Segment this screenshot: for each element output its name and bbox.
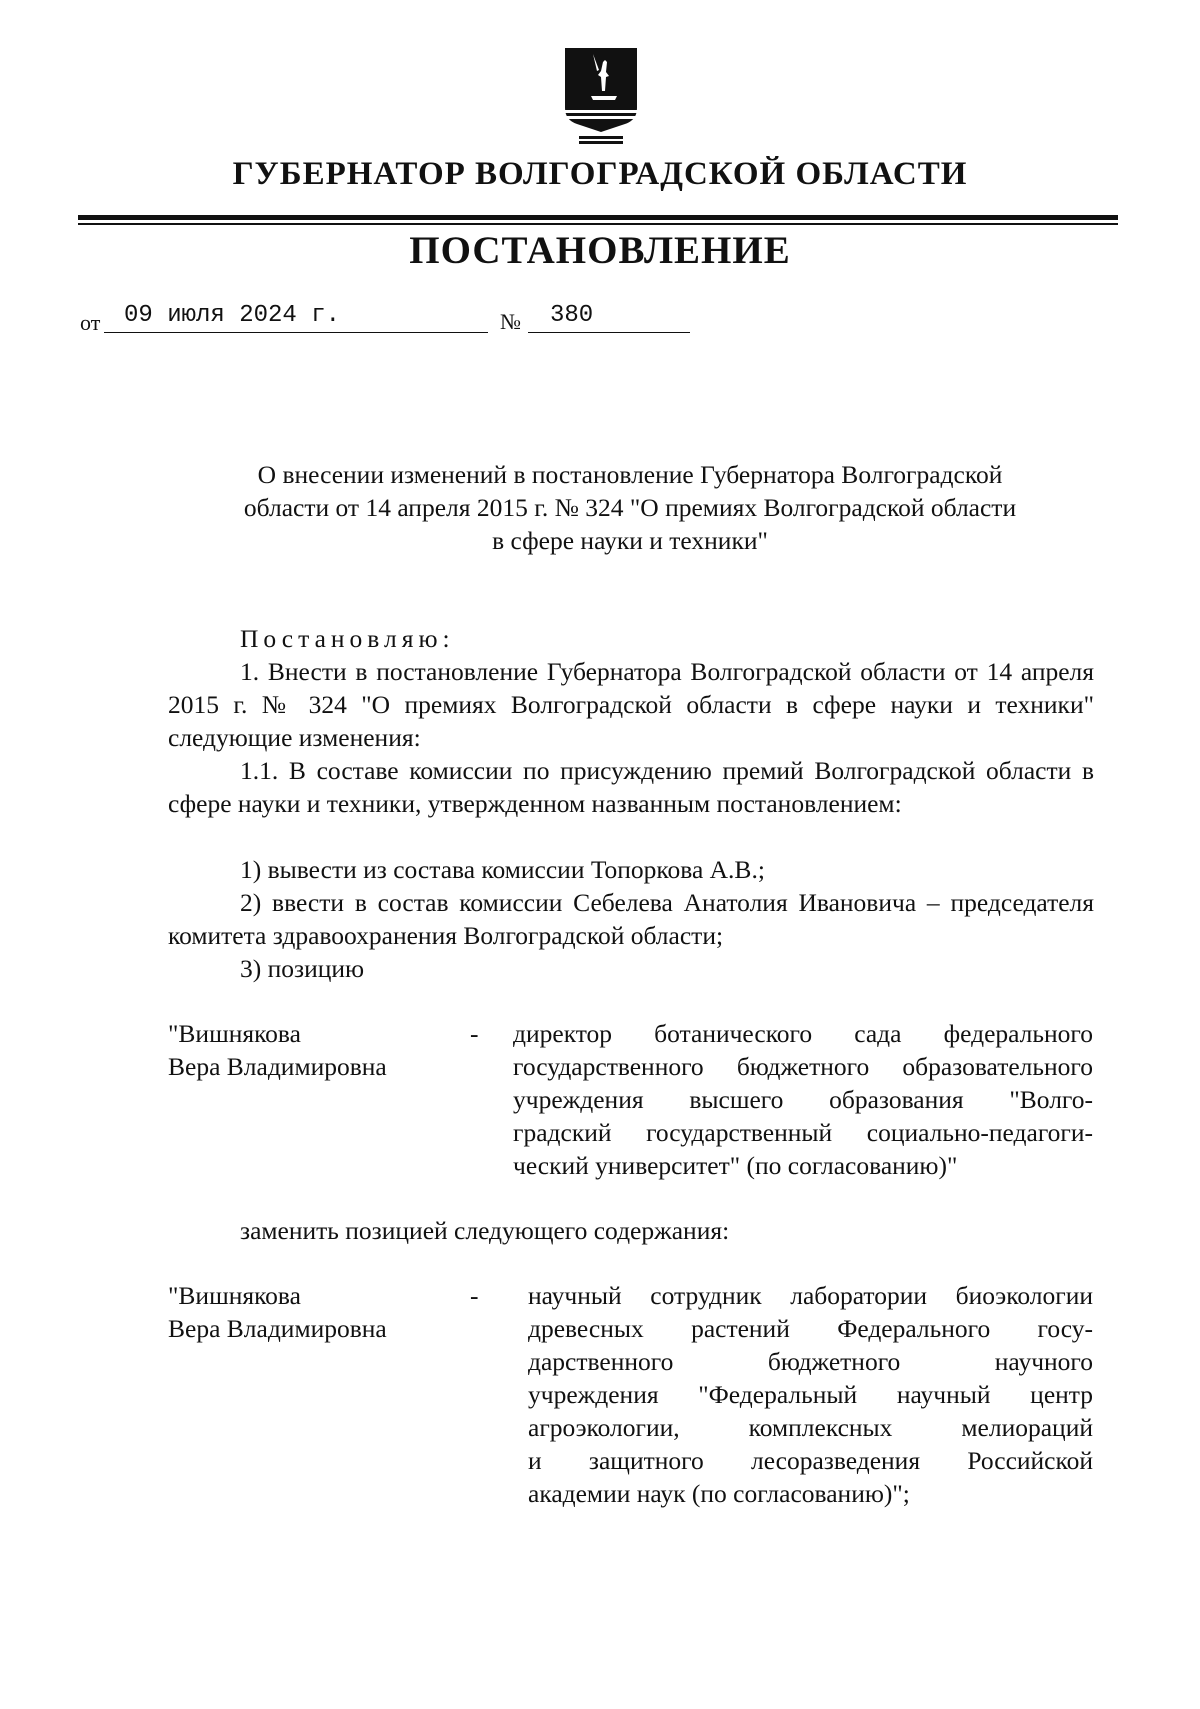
title-line: в сфере науки и техники"	[492, 526, 768, 555]
paragraph-1-1: 1.1. В составе комиссии по присуждению премий Волгоградской области в сфере науки и техники, утвержденном названным постановлением:	[168, 756, 1094, 818]
number-underline	[528, 332, 690, 333]
replace-instruction: заменить позицией следующего содержания:	[240, 1216, 730, 1245]
issuer-heading: ГУБЕРНАТОР ВОЛГОГРАДСКОЙ ОБЛАСТИ	[232, 156, 968, 192]
description-line: академии наук (по согласованию)";	[528, 1479, 910, 1508]
description-line: государственного бюджетного образовательного	[513, 1052, 1093, 1081]
description-line: и защитного лесоразведения Российской	[528, 1446, 1093, 1475]
old-position-given-names: Вера Владимировна	[168, 1052, 387, 1081]
old-position-dash: -	[470, 1019, 479, 1048]
description-line: научный сотрудник лаборатории биоэкологии	[528, 1281, 1093, 1310]
coat-of-arms-emblem	[561, 46, 641, 146]
document-title	[180, 458, 1080, 557]
new-position-given-names: Вера Владимировна	[168, 1314, 387, 1343]
old-position-surname: "Вишнякова	[168, 1019, 301, 1048]
description-line: агроэкологии, комплексных мелиораций	[528, 1413, 1093, 1442]
list-item-2: 2) ввести в состав комиссии Себелева Анатолия Ивановича – председателя комитета здравоохранения Волгоградской области;	[168, 888, 1094, 950]
old-position-description	[513, 1017, 1093, 1182]
date-value: 09 июля 2024 г.	[124, 302, 341, 329]
new-position-description	[528, 1279, 1093, 1510]
document-type-heading: ПОСТАНОВЛЕНИЕ	[409, 229, 791, 272]
list-item-3: 3) позицию	[240, 954, 365, 983]
number-prefix: №	[500, 309, 521, 334]
title-line: области от 14 апреля 2015 г. № 324 "О премиях Волгоградской области	[243, 493, 1017, 522]
new-position-name	[168, 1279, 387, 1345]
resolution-intro: Постановляю:	[240, 624, 455, 653]
header-rule-thin	[78, 223, 1118, 225]
new-position-dash: -	[470, 1281, 479, 1310]
header-rule-thick	[78, 215, 1118, 220]
number-value: 380	[550, 302, 594, 329]
list-item-1: 1) вывести из состава комиссии Топоркова А.В.;	[240, 855, 765, 884]
paragraph-1: 1. Внести в постановление Губернатора Волгоградской области от 14 апреля 2015 г. № 324 "О премиях Волгоградской области в сфере науки и техники" следующие изменения:	[168, 657, 1094, 752]
description-line: градский государственный социально-педагоги-	[513, 1118, 1093, 1147]
description-line: учреждения "Федеральный научный центр	[528, 1380, 1093, 1409]
old-position-name	[168, 1017, 387, 1083]
description-line: дарственного бюджетного научного	[528, 1347, 1093, 1376]
description-line: учреждения высшего образования "Волго-	[513, 1085, 1093, 1114]
new-position-surname: "Вишнякова	[168, 1281, 301, 1310]
date-prefix: от	[80, 310, 101, 335]
date-underline	[104, 332, 488, 333]
description-line: директор ботанического сада федерального	[513, 1019, 1093, 1048]
description-line: ческий университет" (по согласованию)"	[513, 1151, 958, 1180]
description-line: древесных растений Федерального госу-	[528, 1314, 1093, 1343]
title-line: О внесении изменений в постановление Губернатора Волгоградской	[257, 460, 1003, 489]
